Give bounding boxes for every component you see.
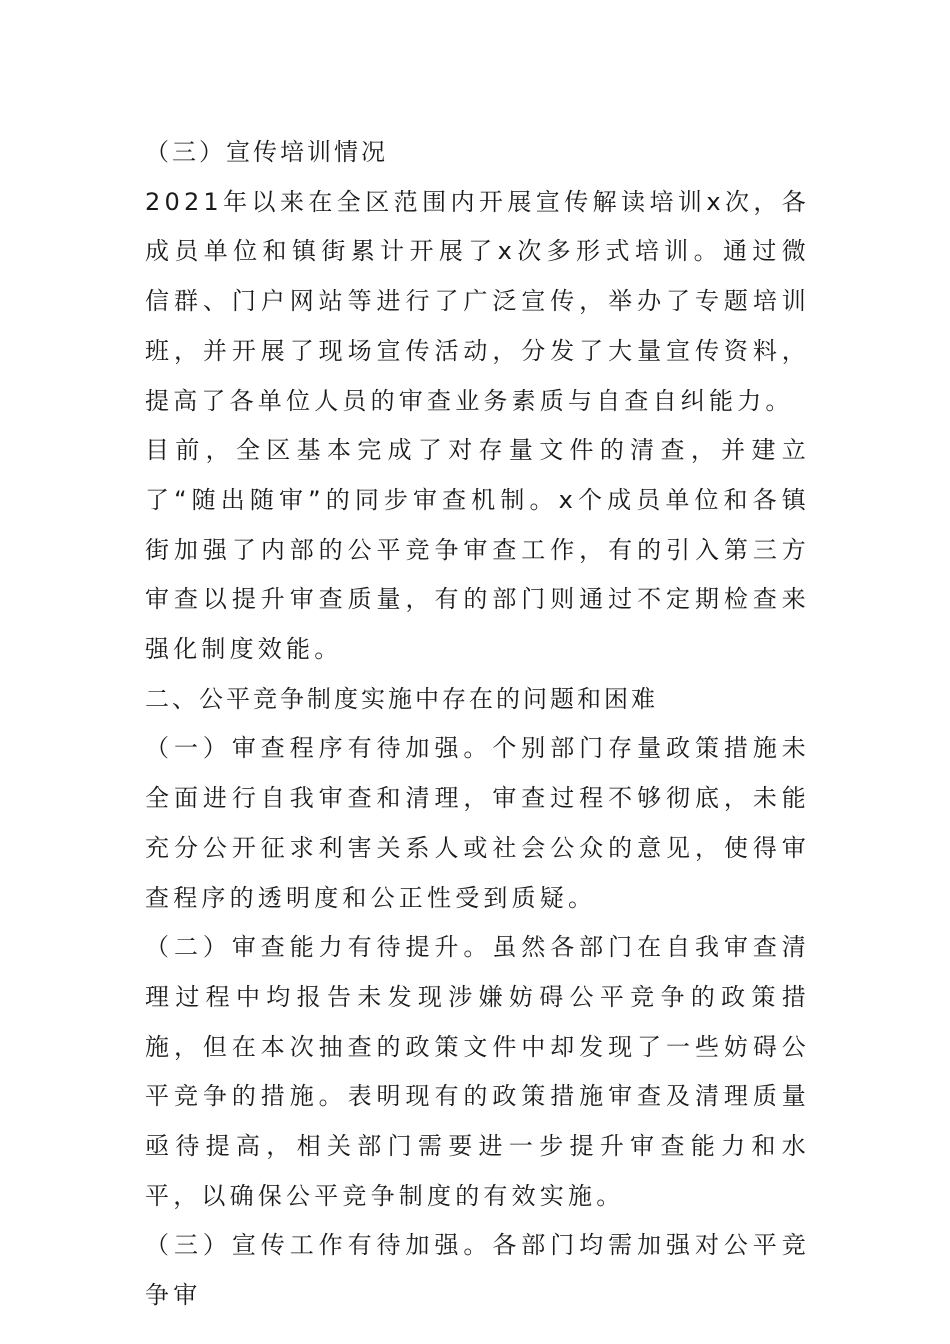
paragraph-publicity-work: （三）宣传工作有待加强。各部门均需加强对公平竞争审: [145, 1231, 810, 1310]
document-body: [145, 128, 810, 1321]
section-heading-problems: 二、公平竞争制度实施中存在的问题和困难: [145, 684, 658, 713]
paragraph-review-capability: （二）审查能力有待提升。虽然各部门在自我审查清理过程中均报告未发现涉嫌妨碍公平竞争的政策措施，但在本次抽查的政策文件中却发现了一些妨碍公平竞争的措施。表明现有的政策措施审查及清理质量亟待提高，相关部门需要进一步提升审查能力和水平，以确保公平竞争制度的有效实施。: [145, 933, 810, 1210]
section-heading-publicity-training: （三）宣传培训情况: [145, 138, 388, 166]
paragraph-training-summary: 2021年以来在全区范围内开展宣传解读培训x次，各成员单位和镇街累计开展了x次多形式培训。通过微信群、门户网站等进行了广泛宣传，举办了专题培训班，并开展了现场宣传活动，分发了大量宣传资料，提高了各单位人员的审查业务素质与自查自纠能力。: [145, 187, 810, 415]
paragraph-review-procedure: （一）审查程序有待加强。个别部门存量政策措施未全面进行自我审查和清理，审查过程不够彻底，未能充分公开征求利害关系人或社会公众的意见，使得审查程序的透明度和公正性受到质疑。: [145, 734, 810, 912]
paragraph-current-status: 目前，全区基本完成了对存量文件的清查，并建立了“随出随审”的同步审查机制。x个成员单位和各镇街加强了内部的公平竞争审查工作，有的引入第三方审查以提升审查质量，有的部门则通过不定期检查来强化制度效能。: [145, 436, 810, 664]
